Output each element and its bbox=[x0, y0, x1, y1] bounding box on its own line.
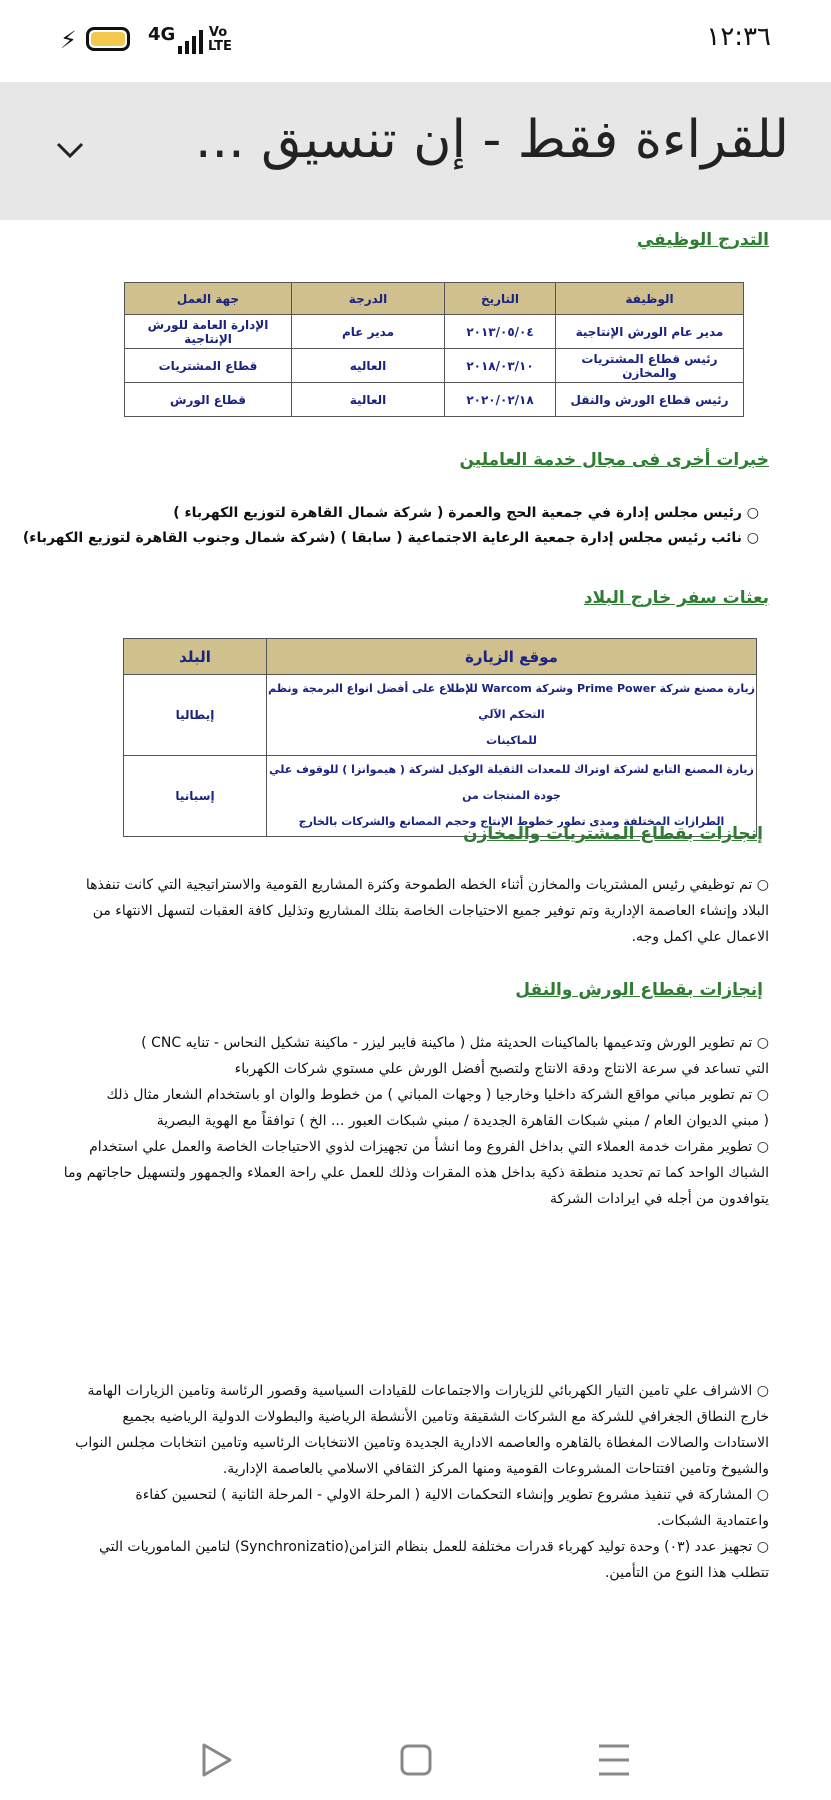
paragraph-line: ○ تم تطوير الورش وتدعيمها بالماكينات الحديثة مثل ( ماكينة فايبر ليزر - ماكينة تشكيل النحاس - تنايه CNC ) bbox=[141, 1035, 769, 1051]
paragraph-line: التي تساعد في سرعة الانتاج ودقة الانتاج ولتصبح أفضل الورش علي مستوي شركات الكهرباء bbox=[234, 1061, 769, 1077]
paragraph-line: والشيوخ وتامين افتتاحات المشروعات القومية ومنها المركز الثقافي الاسلامي بالعاصمة الإدارية. bbox=[222, 1461, 769, 1477]
table-header: موقع الزيارة bbox=[267, 639, 757, 675]
charging-icon: ⚡ bbox=[60, 26, 77, 54]
cell-line: للماكينات bbox=[486, 734, 537, 747]
workshops-heading: إنجازات بقطاع الورش والنقل bbox=[515, 980, 763, 1000]
paragraph-line: ○ تم توظيفي رئيس المشتريات والمخازن أثناء الخطه الطموحة وكثرة المشاريع القومية والاستراتيجية التي كانت تنفذها bbox=[85, 877, 769, 893]
workshops-paragraph bbox=[63, 1030, 769, 1212]
table-cell: رئيس قطاع المشتريات والمخازن bbox=[556, 349, 744, 383]
table-cell: ٢٠١٨/٠٣/١٠ bbox=[445, 349, 556, 383]
paragraph-line: ○ تم تطوير مباني مواقع الشركة داخليا وخارجيا ( وجهات المباني ) من خطوط والوان او باستخدام الشعار مثال ذلك bbox=[106, 1087, 769, 1103]
status-time: ١٢:٣٦ bbox=[706, 22, 771, 52]
table-cell: مدير عام الورش الإنتاجية bbox=[556, 315, 744, 349]
network-type: 4G bbox=[148, 24, 176, 45]
table-row bbox=[125, 315, 744, 349]
paragraph-line: تتطلب هذا النوع من التأمين. bbox=[604, 1565, 769, 1581]
paragraph-line: الاستادات والصالات المغطاة بالقاهره والعاصمه الادارية الجديدة وتامين الانتخابات الرئاسيه وتامين انتخابات مجلس النواب bbox=[75, 1435, 769, 1451]
cell-line: الطرازات المختلفة ومدى تطور خطوط الإنتاج وحجم المصانع والشركات بالخارج bbox=[298, 815, 725, 828]
table-header: جهة العمل bbox=[125, 283, 292, 315]
chevron-down-icon[interactable] bbox=[50, 130, 90, 170]
table-cell: إيطاليا bbox=[124, 675, 267, 756]
recents-lines-icon bbox=[594, 1740, 634, 1780]
travel-heading: بعثات سفر خارج البلاد bbox=[583, 588, 769, 608]
cell-line: زيارة المصنع التابع لشركة اوتراك للمعدات الثقيلة الوكيل لشركة ( هيموانزا ) للوقوف علي جودة المنتجات من bbox=[269, 763, 754, 802]
bullet-icon: ○ bbox=[741, 530, 759, 546]
table-row bbox=[125, 349, 744, 383]
purchasing-paragraph bbox=[63, 872, 769, 950]
table-cell bbox=[267, 675, 757, 756]
table-cell: العالية bbox=[292, 383, 445, 417]
table-header: التاريخ bbox=[445, 283, 556, 315]
list-item bbox=[23, 530, 759, 546]
table-cell: ٢٠١٣/٠٥/٠٤ bbox=[445, 315, 556, 349]
paragraph-line: ( مبني الديوان العام / مبني شبكات القاهرة الجديدة / مبني شبكات العبور ... الخ ) توافقاً مع الهوية البصرية bbox=[156, 1113, 769, 1129]
table-row bbox=[124, 675, 757, 756]
back-button[interactable] bbox=[186, 1732, 246, 1788]
document-title[interactable]: للقراءة فقط - إن تنسيق ... bbox=[195, 110, 789, 170]
home-button[interactable] bbox=[386, 1732, 446, 1788]
career-heading: التدرج الوظيفي bbox=[636, 230, 769, 250]
table-cell: مدير عام bbox=[292, 315, 445, 349]
table-row bbox=[125, 383, 744, 417]
table-cell: الإدارة العامة للورش الإنتاجية bbox=[125, 315, 292, 349]
list-item-text: نائب رئيس مجلس إدارة جمعية الرعاية الاجتماعية ( سابقا ) (شركة شمال وجنوب القاهرة لتوزيع الكهرباء) bbox=[22, 530, 742, 546]
document-body bbox=[0, 220, 831, 1720]
career-table bbox=[124, 282, 744, 417]
recents-button[interactable] bbox=[584, 1732, 644, 1788]
battery-icon bbox=[86, 27, 130, 51]
paragraph-line: يتوافدون من أجله في ايرادات الشركة bbox=[549, 1191, 769, 1207]
paragraph-line: الشباك الواحد كما تم تحديد منطقة ذكية بداخل هذه المقرات وذلك للعمل علي راحة العملاء والجمهور ولتسهيل حاجاتهم وما bbox=[63, 1165, 769, 1181]
paragraph-line: ○ تطوير مقرات خدمة العملاء التي بداخل الفروع وما انشأ من تجهيزات لذوي الاحتياجات الخاصة والعمل علي استخدام bbox=[89, 1139, 769, 1155]
table-header: البلد bbox=[124, 639, 267, 675]
paragraph-line: ○ المشاركة في تنفيذ مشروع تطوير وإنشاء التحكمات الالية ( المرحلة الاولي - المرحلة الثانية ) لتحسين كفاءة bbox=[135, 1487, 769, 1503]
table-cell: قطاع المشتريات bbox=[125, 349, 292, 383]
table-cell: العاليه bbox=[292, 349, 445, 383]
paragraph-line: واعتمادية الشبكات. bbox=[656, 1513, 769, 1529]
table-header: الوظيفة bbox=[556, 283, 744, 315]
paragraph-line: ○ تجهيز عدد (٠٣) وحدة توليد كهرباء قدرات مختلفة للعمل بنظام التزامن(Synchronizatio) لتامين الماموريات التي bbox=[98, 1539, 769, 1555]
table-header: الدرجة bbox=[292, 283, 445, 315]
table-cell: قطاع الورش bbox=[125, 383, 292, 417]
other-achievements-paragraph bbox=[63, 1378, 769, 1586]
list-item-text: رئيس مجلس إدارة في جمعية الحج والعمرة ( شركة شمال القاهرة لتوزيع الكهرباء ) bbox=[173, 505, 742, 521]
other-experience-heading: خبرات أخرى فى مجال خدمة العاملين bbox=[459, 450, 769, 470]
paragraph-line: البلاد وإنشاء العاصمة الإدارية وتم توفير جميع الاحتياجات الخاصة بتلك المشاريع وتذليل كافة العقبات لتسهل الانتهاء من bbox=[92, 903, 769, 919]
volte-label: Vo LTE bbox=[208, 25, 232, 54]
table-cell: ٢٠٢٠/٠٢/١٨ bbox=[445, 383, 556, 417]
cell-line: زيارة مصنع شركة Prime Power وشركة Warcom للإطلاع على أفضل انواع البرمجة ونظم التحكم الآلي bbox=[268, 682, 755, 721]
title-bar bbox=[0, 82, 831, 220]
home-square-icon bbox=[396, 1740, 436, 1780]
purchasing-heading: إنجازات بقطاع المشتريات والمخازن bbox=[463, 824, 763, 844]
paragraph-line: ○ الاشراف علي تامين التيار الكهربائي للزيارات والاجتماعات للقيادات السياسية وقصور الرئاسة وتامين الزيارات الهامة bbox=[87, 1383, 769, 1399]
travel-table bbox=[123, 638, 757, 837]
status-bar bbox=[0, 0, 831, 82]
signal-icon bbox=[178, 28, 203, 54]
list-item bbox=[173, 505, 759, 521]
bullet-icon: ○ bbox=[741, 505, 759, 521]
table-cell: إسبانيا bbox=[124, 756, 267, 837]
paragraph-line: الاعمال علي اكمل وجه. bbox=[631, 929, 769, 945]
navigation-bar bbox=[0, 1720, 831, 1800]
back-triangle-icon bbox=[196, 1740, 236, 1780]
table-cell: رئيس قطاع الورش والنقل bbox=[556, 383, 744, 417]
paragraph-line: خارج النطاق الجغرافي للشركة مع الشركات الشقيقة وتامين الأنشطة الرياضية والبطولات الدولية الرياضيه بجميع bbox=[122, 1409, 769, 1425]
